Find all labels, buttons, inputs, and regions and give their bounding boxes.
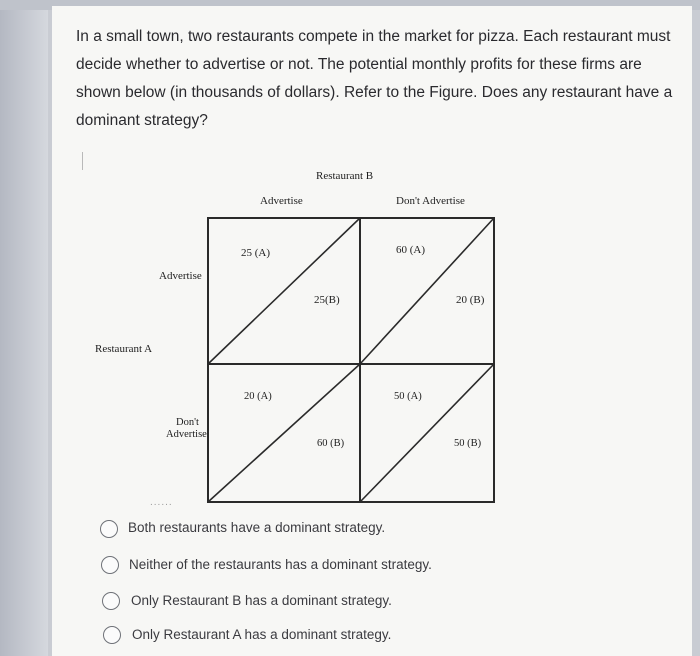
option-label[interactable]: Only Restaurant B has a dominant strategy. — [131, 593, 392, 608]
question-text: In a small town, two restaurants compete in the market for pizza. Each restaurant must decide whether to advertise or not. The potential monthly profits for these firms are shown below (in thousands of dollars). Refer to the Figure. Does any restaurant have a dominant strategy? — [76, 28, 673, 129]
row-dont-label-line2: Advertise — [166, 429, 207, 440]
figure-ellipsis: ...... — [150, 497, 173, 508]
payoff-dd-restaurant-b: 50 (B) — [454, 438, 482, 449]
player-a-label: Restaurant A — [95, 343, 153, 355]
radio-button[interactable] — [102, 592, 120, 610]
cell-diagonal-ad — [360, 218, 494, 364]
column-dont-advertise-label: Don't Advertise — [396, 195, 465, 207]
payoff-aa-restaurant-a: 25 (A) — [241, 247, 271, 259]
row-advertise-label: Advertise — [159, 270, 202, 282]
row-dont-label-line1: Don't — [176, 417, 199, 428]
matrix-border — [208, 218, 494, 502]
radio-button[interactable] — [103, 626, 121, 644]
cell-diagonal-dd — [360, 364, 494, 502]
payoff-ad-restaurant-a: 60 (A) — [396, 244, 426, 256]
option-label[interactable]: Both restaurants have a dominant strategy. — [128, 520, 386, 535]
payoff-da-restaurant-a: 20 (A) — [244, 391, 272, 402]
radio-button[interactable] — [100, 520, 118, 538]
payoff-ad-restaurant-b: 20 (B) — [456, 294, 485, 306]
cell-diagonal-da — [208, 364, 360, 502]
radio-button[interactable] — [101, 556, 119, 574]
column-advertise-label: Advertise — [260, 195, 303, 207]
payoff-aa-restaurant-b: 25(B) — [314, 294, 340, 306]
payoff-dd-restaurant-a: 50 (A) — [394, 391, 422, 402]
option-label[interactable]: Only Restaurant A has a dominant strategy. — [132, 627, 392, 642]
cell-diagonal-aa — [208, 218, 360, 364]
option-label[interactable]: Neither of the restaurants has a dominant strategy. — [129, 557, 432, 572]
player-b-label: Restaurant B — [316, 170, 374, 182]
payoff-da-restaurant-b: 60 (B) — [317, 438, 345, 449]
